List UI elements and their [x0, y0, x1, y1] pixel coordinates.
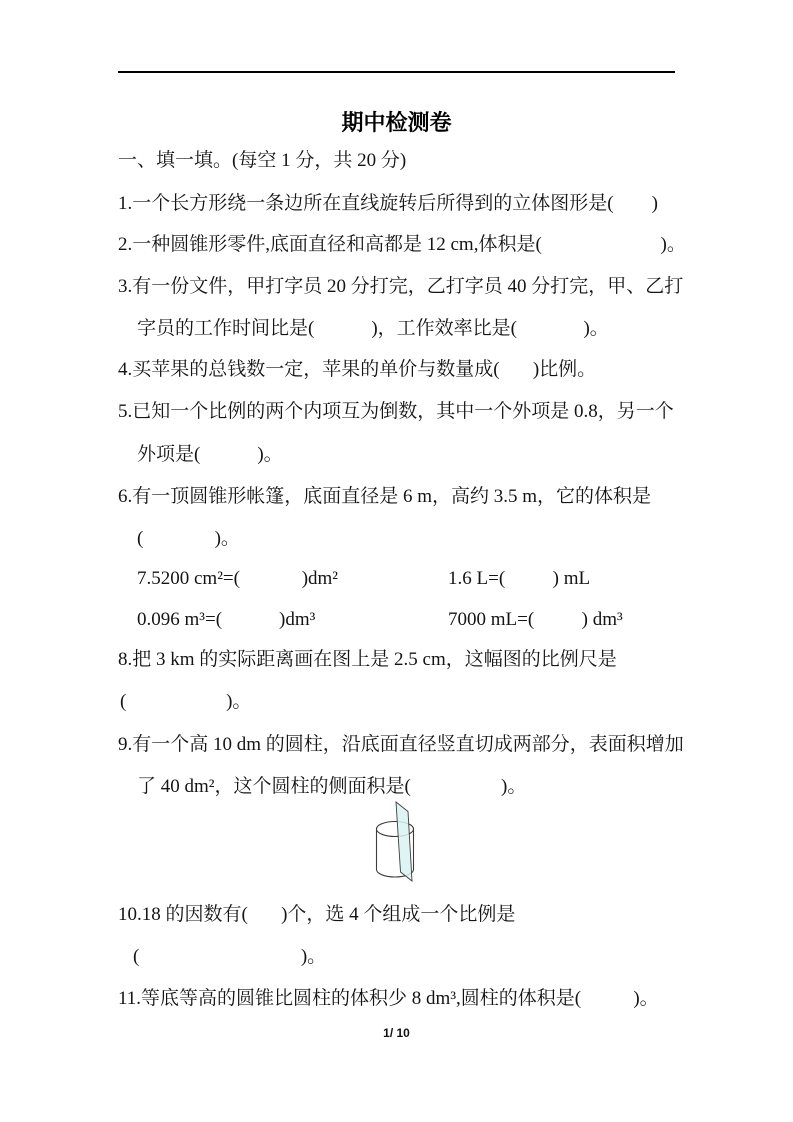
- page-number: 1/ 10: [383, 1026, 410, 1040]
- question-5-line-1: 5.已知一个比例的两个内项互为倒数，其中一个外项是 0.8，另一个: [118, 401, 674, 422]
- header-rule: [118, 71, 675, 73]
- question-8-line-1: 8.把 3 km 的实际距离画在图上是 2.5 cm，这幅图的比例尺是: [118, 649, 617, 670]
- question-6-line-1: 6.有一顶圆锥形帐篷，底面直径是 6 m，高约 3.5 m，它的体积是: [118, 486, 652, 507]
- cylinder-cut-figure: [355, 798, 455, 898]
- question-7-row-1-left: 7.5200 cm²=( )dm²: [137, 568, 339, 589]
- question-3-line-2: 字员的工作时间比是( )，工作效率比是( )。: [137, 318, 609, 339]
- question-7-row-2-right: 7000 mL=( ) dm³: [448, 609, 623, 630]
- question-3-line-1: 3.有一份文件，甲打字员 20 分打完，乙打字员 40 分打完，甲、乙打: [118, 276, 684, 297]
- question-4-line-1: 4.买苹果的总钱数一定，苹果的单价与数量成( )比例。: [118, 359, 597, 380]
- question-7-row-1-right: 1.6 L=( ) mL: [448, 568, 591, 589]
- question-2-line-1: 2.一种圆锥形零件,底面直径和高都是 12 cm,体积是( )。: [118, 234, 686, 255]
- question-1-line-1: 1.一个长方形绕一条边所在直线旋转后所得到的立体图形是( ): [118, 193, 658, 214]
- question-10-line-1: 10.18 的因数有( )个，选 4 个组成一个比例是: [118, 904, 516, 925]
- question-10-line-2: ( )。: [133, 946, 327, 967]
- question-8-line-2: ( )。: [120, 691, 252, 712]
- question-11-line-1: 11.等底等高的圆锥比圆柱的体积少 8 dm³,圆柱的体积是( )。: [118, 988, 659, 1009]
- question-9-line-1: 9.有一个高 10 dm 的圆柱，沿底面直径竖直切成两部分，表面积增加: [118, 734, 684, 755]
- question-5-line-2: 外项是( )。: [137, 444, 283, 465]
- question-6-line-2: ( )。: [137, 528, 240, 549]
- section-heading: 一、填一填。(每空 1 分，共 20 分): [118, 150, 407, 171]
- page-title: 期中检测卷: [341, 110, 452, 135]
- question-7-row-2-left: 0.096 m³=( )dm³: [137, 609, 316, 630]
- question-9-line-2: 了 40 dm²，这个圆柱的侧面积是( )。: [137, 776, 527, 797]
